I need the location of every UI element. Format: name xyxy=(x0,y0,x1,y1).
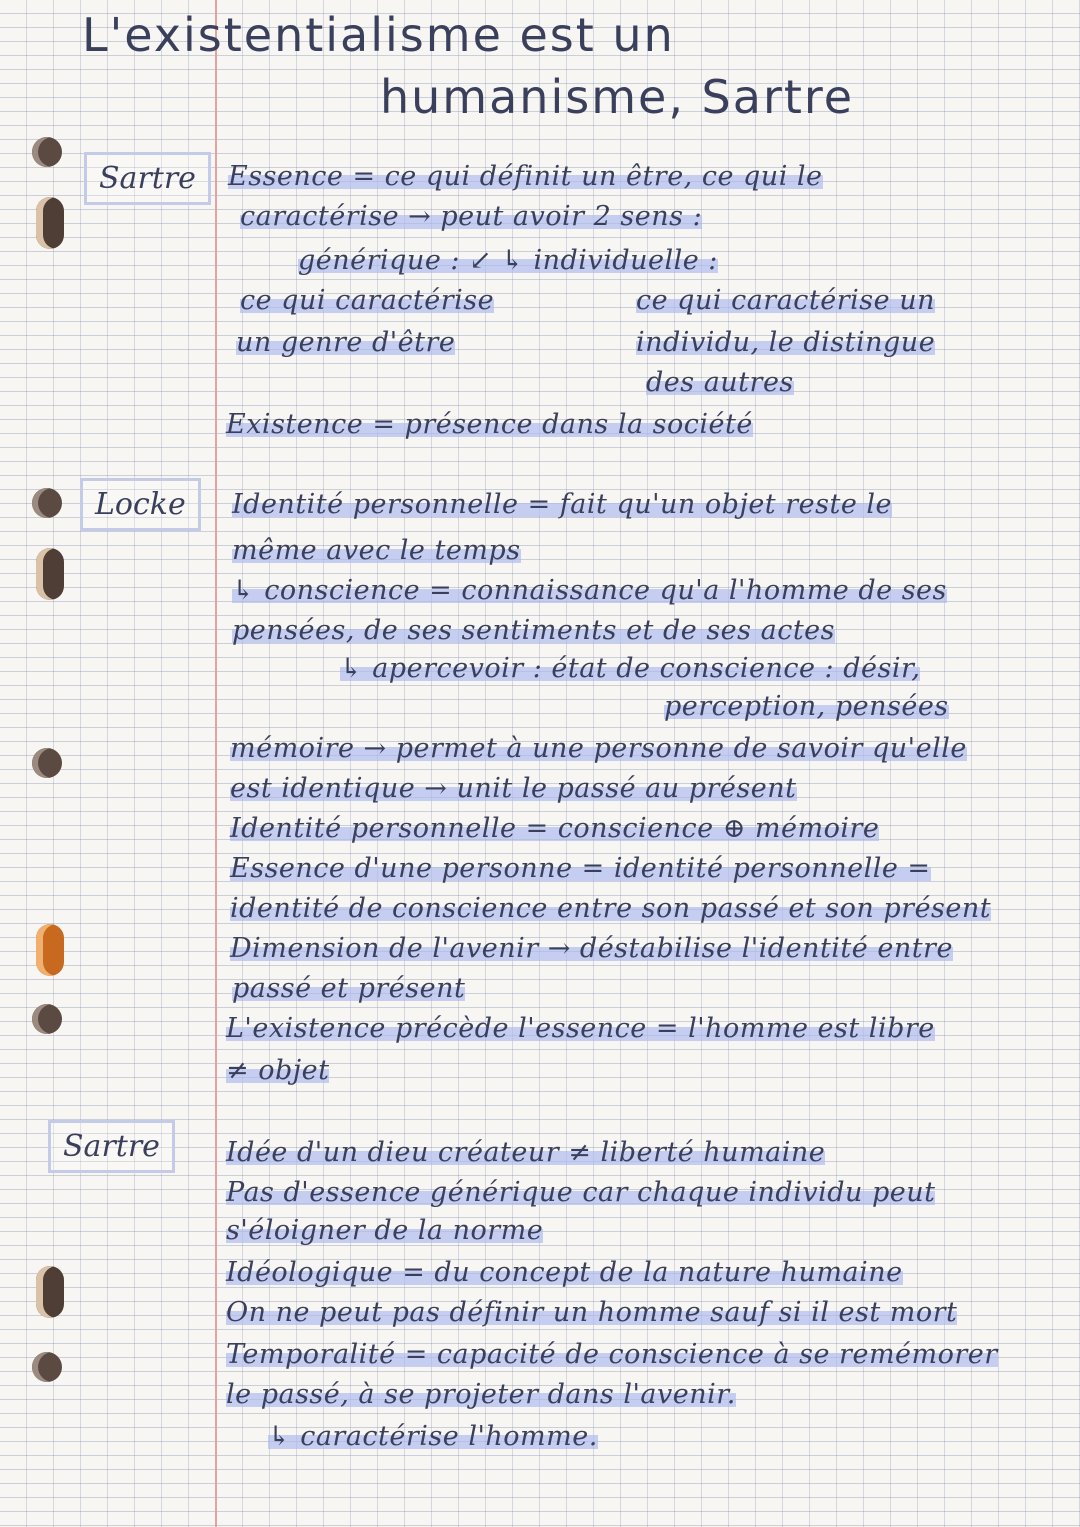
page-title-line-2: humanisme, Sartre xyxy=(380,70,855,124)
note-line: L'existence précède l'essence = l'homme est libre xyxy=(226,1013,935,1044)
note-line: Existence = présence dans la société xyxy=(226,409,753,440)
side-label-locke: Locke xyxy=(80,478,201,531)
page-title-line-1: L'existentialisme est un xyxy=(82,8,675,62)
binder-slot xyxy=(36,197,64,249)
binder-hole xyxy=(32,1004,62,1034)
note-line: générique : ↙ ↳ individuelle : xyxy=(298,245,718,276)
note-line: Temporalité = capacité de conscience à se remémorer xyxy=(226,1339,998,1370)
note-line: ↳ conscience = connaissance qu'a l'homme de ses xyxy=(232,575,947,606)
note-line: ce qui caractérise un xyxy=(636,285,935,316)
binder-slot xyxy=(36,548,64,600)
note-line: Idée d'un dieu créateur ≠ liberté humaine xyxy=(226,1137,826,1168)
note-line: caractérise → peut avoir 2 sens : xyxy=(240,201,703,232)
note-line: Identité personnelle = conscience ⊕ mémoire xyxy=(230,813,880,844)
note-line: Dimension de l'avenir → déstabilise l'identité entre xyxy=(230,933,953,964)
note-line: Idéologique = du concept de la nature humaine xyxy=(226,1257,903,1288)
note-line: Identité personnelle = fait qu'un objet reste le xyxy=(232,489,892,520)
note-line: Essence = ce qui définit un être, ce qui le xyxy=(228,161,823,192)
note-line: ≠ objet xyxy=(226,1055,330,1086)
binder-hole xyxy=(32,488,62,518)
note-line: est identique → unit le passé au présent xyxy=(230,773,797,804)
note-line: ↳ caractérise l'homme. xyxy=(268,1421,598,1452)
note-line: On ne peut pas définir un homme sauf si il est mort xyxy=(226,1297,958,1328)
note-line: un genre d'être xyxy=(236,327,456,358)
note-line: passé et présent xyxy=(232,973,466,1004)
note-line: individu, le distingue xyxy=(636,327,936,358)
note-line: Essence d'une personne = identité personnelle = xyxy=(230,853,931,884)
side-label-sartre: Sartre xyxy=(84,152,211,205)
binder-hole xyxy=(32,748,62,778)
side-label-sartre-2: Sartre xyxy=(48,1120,175,1173)
margin-line xyxy=(215,0,217,1527)
note-line: ce qui caractérise xyxy=(240,285,495,316)
note-line: pensées, de ses sentiments et de ses actes xyxy=(232,615,836,646)
note-line: perception, pensées xyxy=(664,691,949,722)
note-line: s'éloigner de la norme xyxy=(226,1215,544,1246)
note-line: mémoire → permet à une personne de savoir qu'elle xyxy=(230,733,967,764)
note-line: même avec le temps xyxy=(232,535,521,566)
binder-hole xyxy=(32,137,62,167)
binder-slot xyxy=(36,924,64,976)
binder-slot xyxy=(36,1266,64,1318)
binder-hole xyxy=(32,1352,62,1382)
note-line: ↳ apercevoir : état de conscience : désir, xyxy=(340,653,921,684)
note-line: identité de conscience entre son passé et son présent xyxy=(230,893,992,924)
note-line: le passé, à se projeter dans l'avenir. xyxy=(226,1379,736,1410)
note-line: des autres xyxy=(646,367,794,398)
note-line: Pas d'essence générique car chaque individu peut xyxy=(226,1177,936,1208)
